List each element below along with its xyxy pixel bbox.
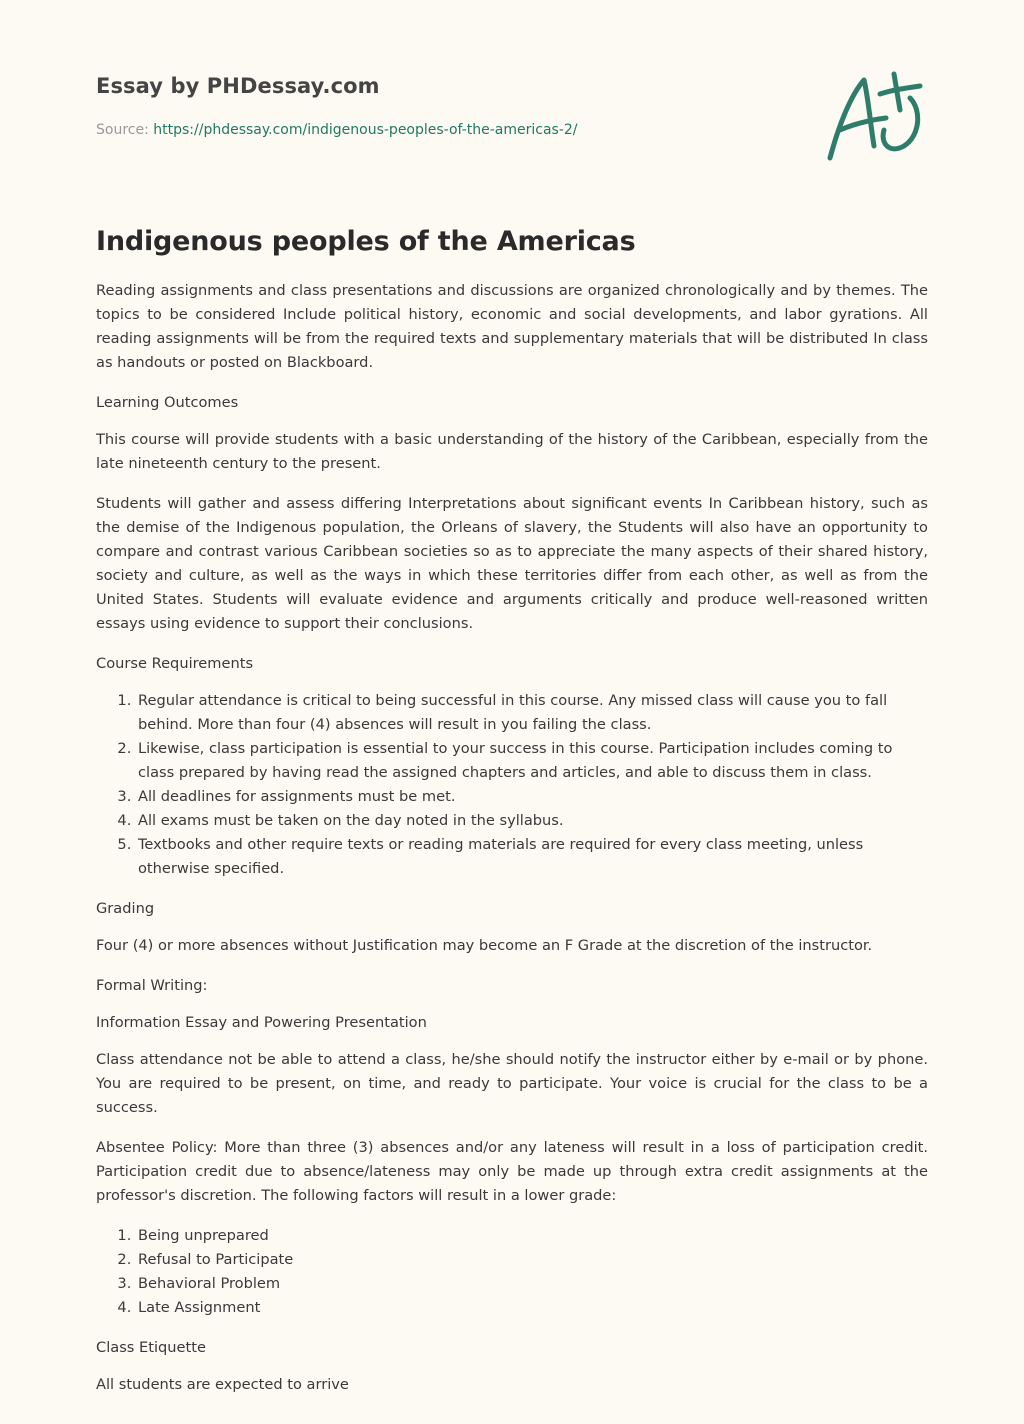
learning-outcomes-heading: Learning Outcomes (96, 394, 239, 411)
grading-paragraph: Four (4) or more absences without Justification may become an F Grade at the discretion of the instructor. (96, 937, 873, 954)
brand-title: Essay by PHDessay.com (96, 74, 380, 98)
source-label: Source: (96, 122, 149, 138)
list-item: 3. All deadlines for assignments must be met. (136, 785, 928, 809)
list-item: 1. Regular attendance is critical to being successful in this course. Any missed class will cause you to fall behind. More than four (4) absences will result in you failing the class. (136, 689, 928, 737)
information-essay-heading: Information Essay and Powering Presentation (96, 1014, 427, 1031)
outcomes-paragraph-2: Students will gather and assess differing Interpretations about significant events In Caribbean history, such as the demise of the Indigenous population, the Orleans of slavery, the Students will also have an opportunity to compare and contrast various Caribbean societies so as to appreciate the many aspects of their shared history, society and culture, as well as the ways in which these territories differ from each other, as well as from the United States. Students will evaluate evidence and arguments critically and produce well-reasoned written essays using evidence to support their conclusions. (96, 495, 928, 632)
formal-writing-heading: Formal Writing: (96, 977, 208, 994)
factors-list (96, 1224, 928, 1320)
class-etiquette-heading: Class Etiquette (96, 1339, 206, 1356)
list-item: 1. Being unprepared (136, 1224, 928, 1248)
source-link[interactable]: https://phdessay.com/indigenous-peoples-of-the-americas-2/ (153, 122, 578, 138)
course-requirements-heading: Course Requirements (96, 655, 254, 672)
list-item: 2. Likewise, class participation is essential to your success in this course. Participation includes coming to class prepared by having read the assigned chapters and articles, and able to discuss them in class. (136, 737, 928, 785)
source-line (96, 122, 928, 138)
list-item: 4. All exams must be taken on the day noted in the syllabus. (136, 809, 928, 833)
attendance-paragraph: Class attendance not be able to attend a class, he/she should notify the instructor either by e-mail or by phone. You are required to be present, on time, and ready to participate. Your voice is crucial for the class to be a success. (96, 1051, 928, 1116)
etiquette-paragraph: All students are expected to arrive (96, 1376, 349, 1393)
absentee-policy-paragraph: Absentee Policy: More than three (3) absences and/or any lateness will result in a loss of participation credit. Participation credit due to absence/lateness may only be made up through extra credit assignments at the professor's discretion. The following factors will result in a lower grade: (96, 1139, 928, 1204)
essay-title: Indigenous peoples of the Americas (96, 226, 636, 257)
requirements-list (96, 689, 928, 881)
list-item: 2. Refusal to Participate (136, 1248, 928, 1272)
intro-paragraph: Reading assignments and class presentations and discussions are organized chronologically and by themes. The topics to be considered Include political history, economic and social developments, and labor gyrations. All reading assignments will be from the required texts and supplementary materials that will be distributed In class as handouts or posted on Blackboard. (96, 282, 928, 371)
list-item: 4. Late Assignment (136, 1296, 928, 1320)
a-plus-logo-icon (820, 66, 930, 166)
grading-heading: Grading (96, 900, 155, 917)
page-header (96, 74, 928, 138)
list-item: 5. Textbooks and other require texts or reading materials are required for every class meeting, unless otherwise specified. (136, 833, 928, 881)
list-item: 3. Behavioral Problem (136, 1272, 928, 1296)
essay-content (96, 226, 928, 1413)
outcomes-paragraph-1: This course will provide students with a basic understanding of the history of the Caribbean, especially from the late nineteenth century to the present. (96, 431, 928, 472)
